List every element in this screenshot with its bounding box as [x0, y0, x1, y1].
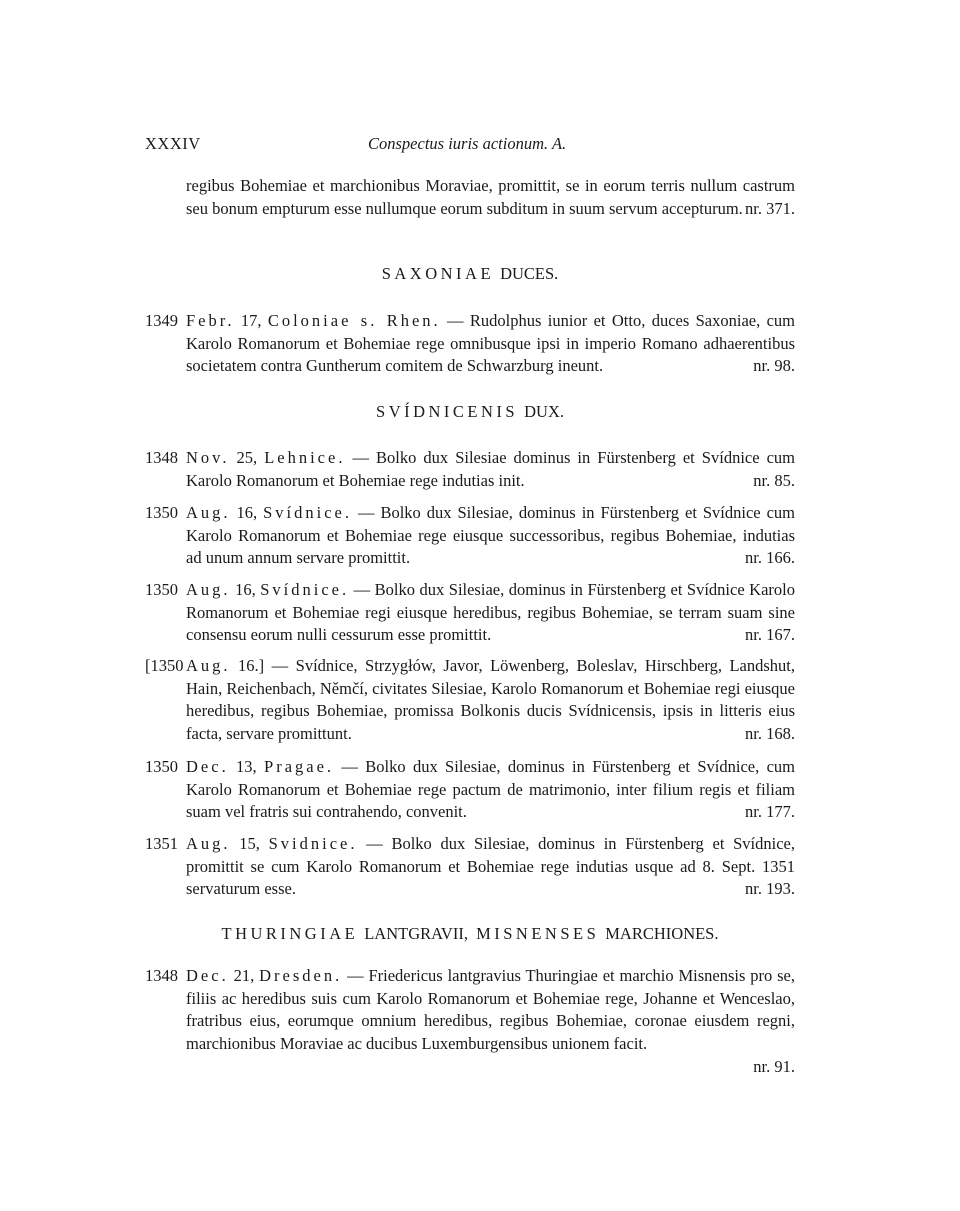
entry — [145, 310, 795, 378]
entry — [145, 447, 795, 492]
entry-reference: nr. 168. — [745, 724, 795, 744]
entry-text: Nov. 25, Lehnice. — Bolko dux Silesiae dominus in Fürstenberg et Svídnice cum Karolo Romanorum et Bohemiae rege indutias init. nr. 85. — [186, 447, 795, 492]
entry-year: 1351 — [145, 834, 178, 853]
entry-year: [1350 — [145, 656, 184, 675]
running-title: Conspectus iuris actionum. A. — [368, 134, 567, 153]
entry — [145, 579, 795, 647]
entry-year: 1350 — [145, 580, 178, 599]
section-heading-thuringiae: THURINGIAE LANTGRAVII, MISNENSES MARCHIONES. — [221, 924, 719, 943]
entry-reference: nr. 98. — [753, 356, 795, 376]
entry — [145, 655, 795, 746]
page-header — [145, 134, 795, 158]
intro-text: regibus Bohemiae et marchionibus Moraviae, promittit, se in eorum terris nullum castrum seu bonum empturum esse nullumque eorum subditum in suum servum accepturum. — [186, 176, 795, 218]
intro-paragraph — [186, 175, 795, 220]
entry-text: Dec. 13, Pragae. — Bolko dux Silesiae, dominus in Fürstenberg et Svídnice, cum Karolo Romanorum et Bohemiae rege pactum de matrimonio, inter filium regis et filiam suam vel fratris sui contrahendo, convenit. nr. 177. — [186, 756, 795, 824]
entry — [145, 756, 795, 824]
page-number: XXXIV — [145, 134, 201, 153]
entry-text: Aug. 16, Svídnice. — Bolko dux Silesiae, dominus in Fürstenberg et Svídnice cum Karolo Romanorum et Bohemiae rege eiusque successoribus, regibus Bohemiae, indutias ad unum annum servare promittit. nr. 166. — [186, 502, 795, 570]
section-heading-svidnicenis: SVÍDNICENIS DUX. — [376, 402, 564, 421]
entry-text: Aug. 16, Svídnice. — Bolko dux Silesiae, dominus in Fürstenberg et Svídnice Karolo Romanorum et Bohemiae regi eiusque heredibus, regibus Bohemiae, se terram suam sine consensu eorum nulli cessurum esse promittit. nr. 167. — [186, 579, 795, 647]
entry-reference: nr. 91. — [753, 1056, 795, 1076]
entry-text: Aug. 15, Svidnice. — Bolko dux Silesiae, dominus in Fürstenberg et Svídnice, promittit se cum Karolo Romanorum et Bohemiae rege indutias usque ad 8. Sept. 1351 servaturum esse. nr. 193. — [186, 833, 795, 901]
entry-text: Febr. 17, Coloniae s. Rhen. — Rudolphus iunior et Otto, duces Saxoniae, cum Karolo Romanorum et Bohemiae rege omnibusque ipsi in imperio Romano adhaerentibus societatem contra Guntherum comitem de Schwarzburg ineunt. nr. 98. — [186, 310, 795, 378]
entry-year: 1348 — [145, 966, 178, 985]
entry-year: 1348 — [145, 448, 178, 467]
entry-text: Aug. 16.] — Svídnice, Strzygłów, Javor, Löwenberg, Boleslav, Hirschberg, Landshut, Hain, Reichenbach, Němčí, civitates Silesiae, Karolo Romanorum et Bohemiae regi eiusque heredibus, regibus Bohemiae, promissa Bolkonis ducis Svídnicensis, ipsis in litteris eius facta, servare promittunt. nr. 168. — [186, 655, 795, 746]
entry-year: 1350 — [145, 757, 178, 776]
entry-year: 1349 — [145, 311, 178, 330]
entry-text: Dec. 21, Dresden. — Friedericus lantgravius Thuringiae et marchio Misnensis pro se, filiis ac heredibus suis cum Karolo Romanorum et Bohemiae rege, Johanne et Wenceslao, fratribus eius, eorumque omnium heredibus, regibus Bohemiae, coronae eiusdem regni, marchionibus Moraviae ac ducibus Luxemburgensibus unionem facit. nr. 91. — [186, 966, 796, 1076]
entry — [145, 965, 795, 1079]
entry-reference: nr. 166. — [745, 548, 795, 568]
entry-reference: nr. 167. — [745, 625, 795, 645]
entry-reference: nr. 193. — [745, 879, 795, 899]
entry-year: 1350 — [145, 503, 178, 522]
entry — [145, 833, 795, 901]
entry-reference: nr. 85. — [753, 470, 795, 490]
entry-reference: nr. 177. — [745, 802, 795, 822]
section-heading-saxoniae: SAXONIAE DUCES. — [381, 264, 559, 283]
entry — [145, 502, 795, 570]
intro-reference: nr. 371. — [745, 198, 795, 218]
